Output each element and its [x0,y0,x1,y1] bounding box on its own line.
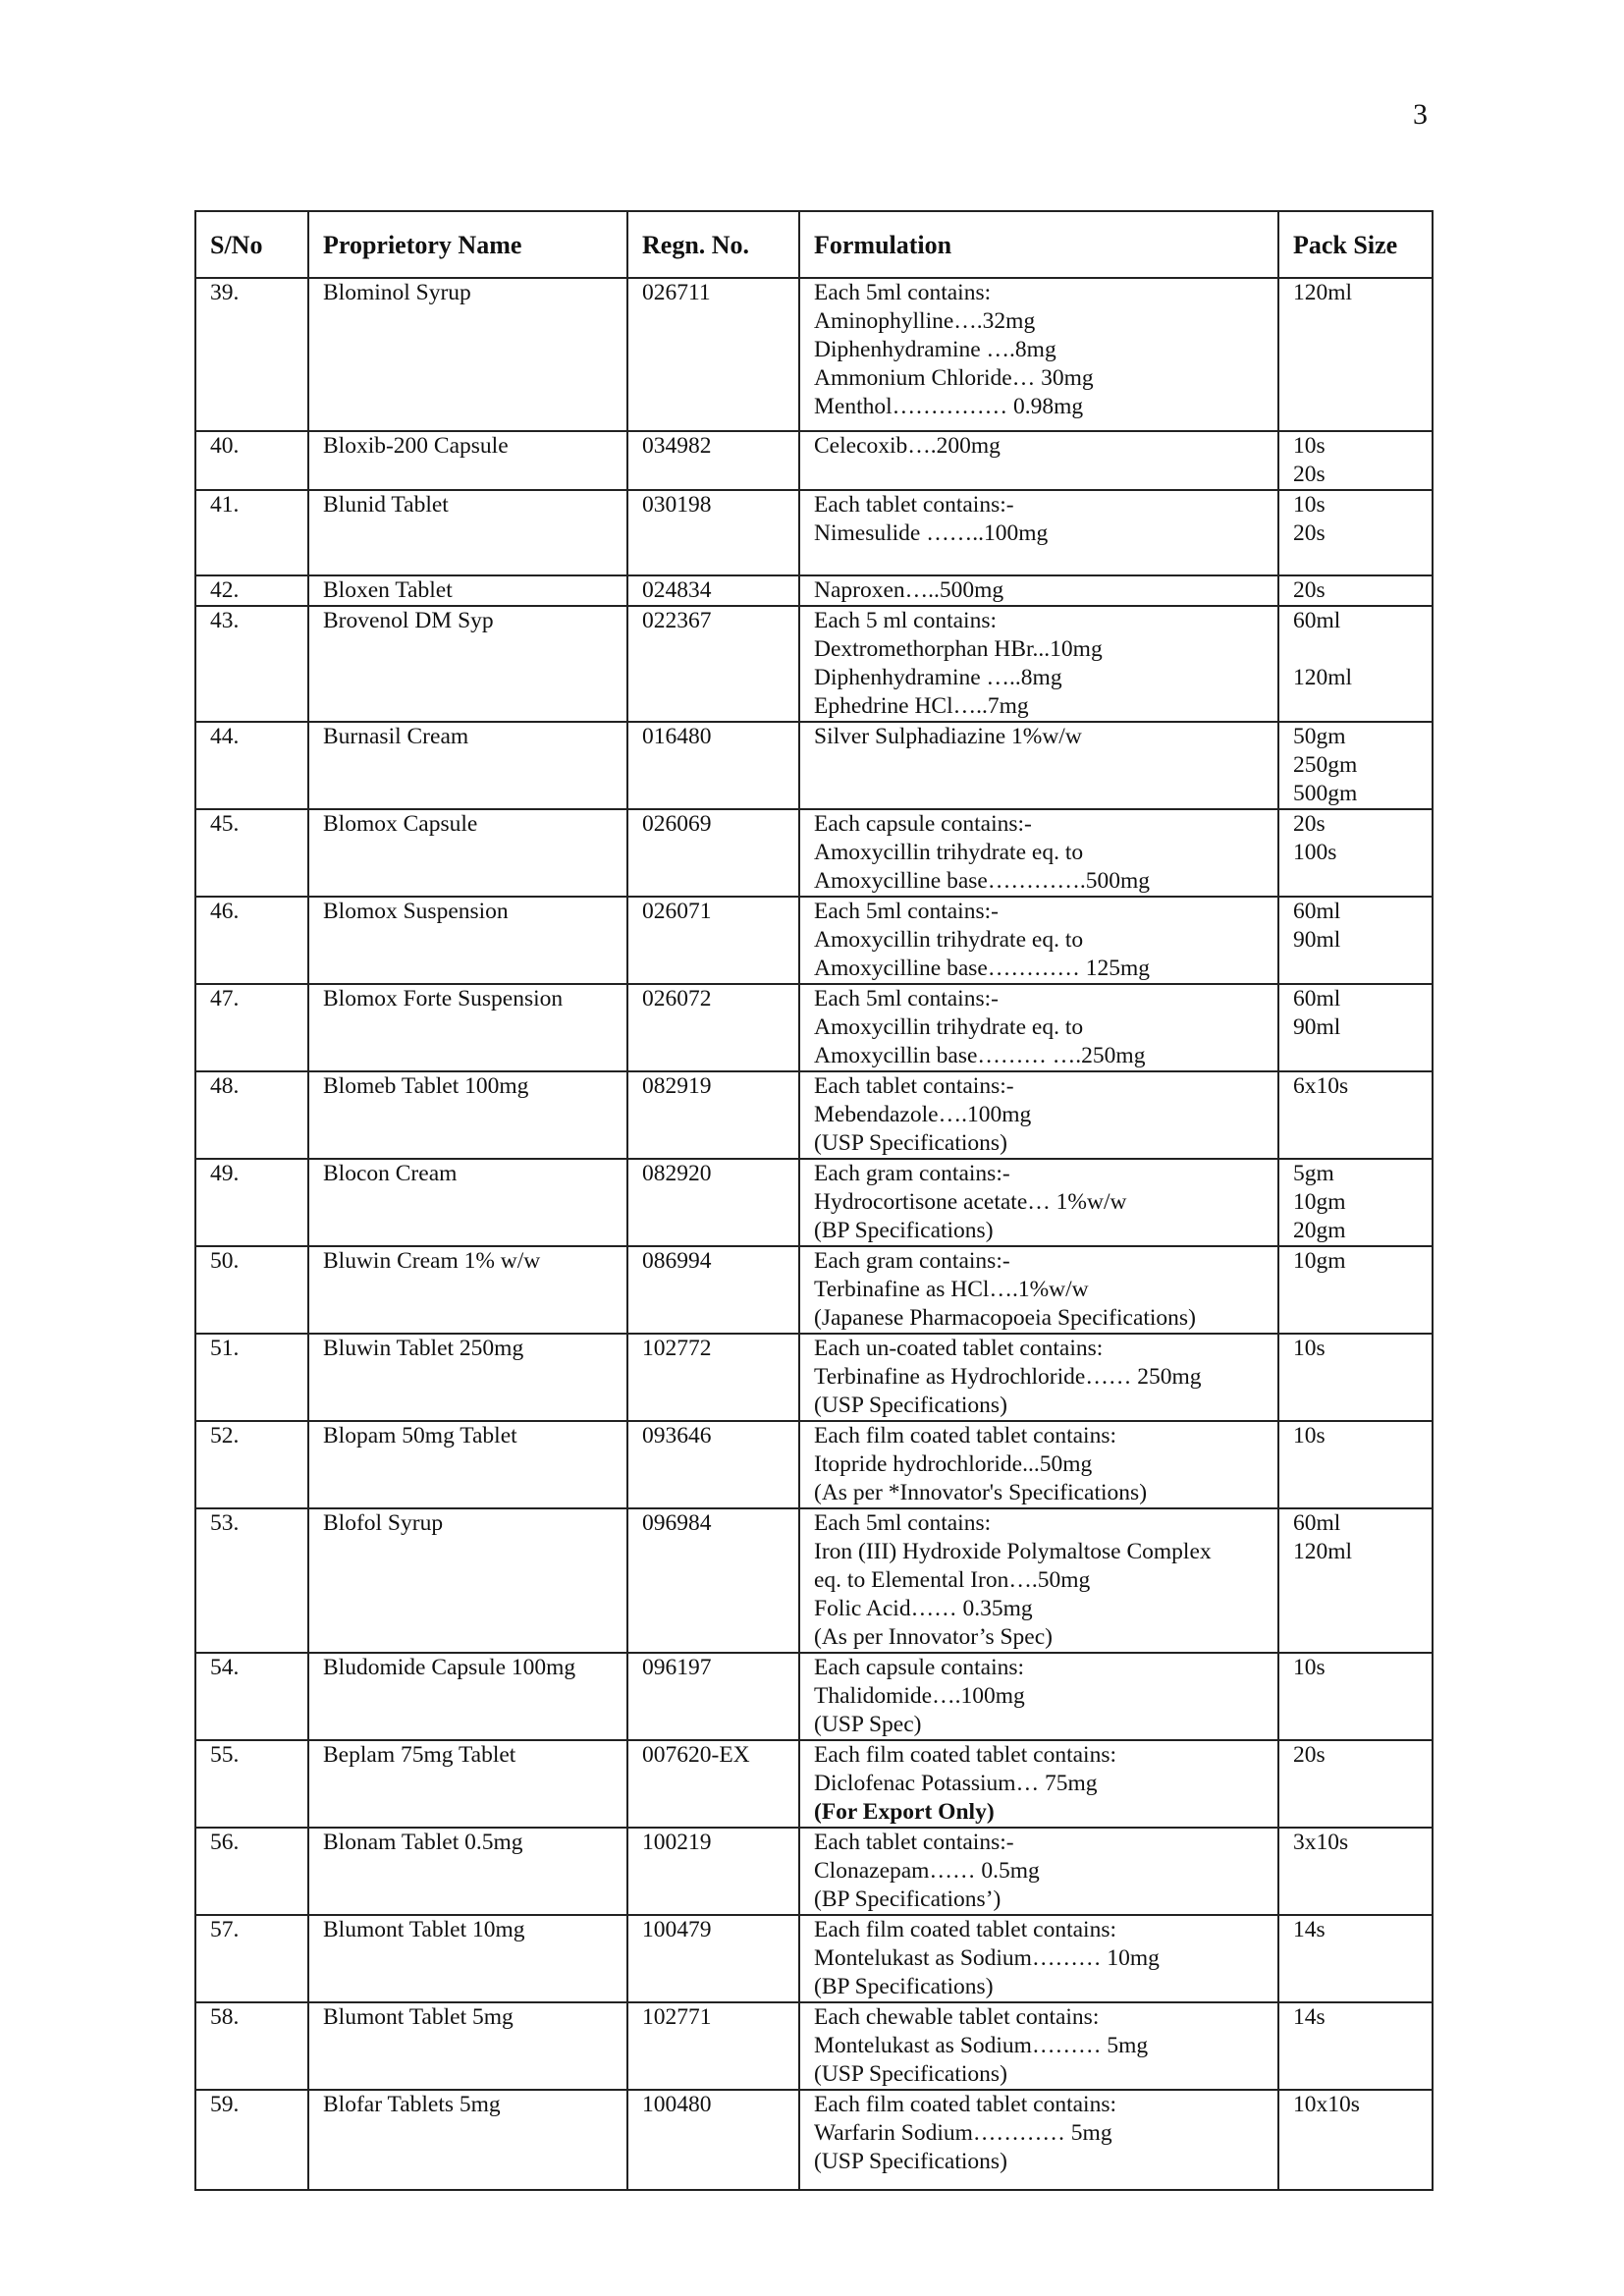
sno-cell: 51. [195,1334,308,1421]
pack-size-line: 100s [1293,840,1337,865]
table-row [195,984,1433,1071]
sno-cell: 57. [195,1915,308,2002]
formulation-line: Amoxycillin trihydrate eq. to [814,840,1084,865]
proprietory-name-cell: Blopam 50mg Tablet [308,1421,627,1508]
pack-size-line: 60ml [1293,899,1341,924]
formulation-cell [799,1246,1278,1334]
formulation-line: (BP Specifications) [814,1218,994,1243]
pack-size-cell [1278,490,1433,575]
pack-size-cell [1278,1334,1433,1421]
sno-cell: 45. [195,809,308,897]
pack-size-line: 60ml [1293,1510,1341,1536]
pack-size-cell [1278,897,1433,984]
table-row [195,431,1433,490]
pack-size-line: 10s [1293,1423,1326,1449]
formulation-line: Mebendazole….100mg [814,1102,1032,1127]
formulation-line: (As per Innovator’s Spec) [814,1624,1053,1650]
pack-size-cell [1278,1071,1433,1159]
sno-cell: 54. [195,1653,308,1740]
formulation-cell [799,2002,1278,2090]
page-number: 3 [1413,98,1428,131]
pack-size-line: 50gm [1293,724,1346,749]
formulation-line: Celecoxib….200mg [814,433,1001,459]
sno-cell: 41. [195,490,308,575]
formulation-line: Each tablet contains:- [814,1830,1014,1855]
table-row [195,575,1433,606]
table-row [195,278,1433,431]
regn-no-cell: 016480 [627,722,799,809]
sno-cell: 53. [195,1508,308,1653]
table-row [195,2002,1433,2090]
formulation-line: Each film coated tablet contains: [814,2092,1116,2117]
formulation-cell [799,606,1278,722]
pack-size-line: 10gm [1293,1189,1346,1215]
sno-cell: 42. [195,575,308,606]
formulation-cell [799,897,1278,984]
regn-no-cell: 086994 [627,1246,799,1334]
header-regn-no: Regn. No. [627,211,799,278]
pack-size-line: 6x10s [1293,1073,1349,1099]
formulation-line: Each 5ml contains:- [814,899,999,924]
pack-size-cell [1278,1246,1433,1334]
formulation-line: Each film coated tablet contains: [814,1423,1116,1449]
table-body [195,278,1433,2190]
pack-size-line: 60ml [1293,608,1341,633]
pack-size-cell [1278,575,1433,606]
table-row [195,1653,1433,1740]
formulation-line: Montelukast as Sodium……… 10mg [814,1945,1160,1971]
pack-size-cell [1278,722,1433,809]
regn-no-cell: 034982 [627,431,799,490]
pack-size-cell [1278,1508,1433,1653]
formulation-line: Clonazepam…… 0.5mg [814,1858,1040,1884]
sno-cell: 39. [195,278,308,431]
formulation-line: Dextromethorphan HBr...10mg [814,636,1103,662]
pack-size-line: 10s [1293,492,1326,518]
pack-size-line: 5gm [1293,1161,1334,1186]
formulation-line: Silver Sulphadiazine 1%w/w [814,724,1082,749]
formulation-line: Hydrocortisone acetate… 1%w/w [814,1189,1127,1215]
pack-size-line [1293,635,1418,664]
formulation-line: Terbinafine as Hydrochloride…… 250mg [814,1364,1202,1390]
pack-size-cell [1278,431,1433,490]
pack-size-cell [1278,1740,1433,1828]
formulation-cell [799,984,1278,1071]
pack-size-line: 20s [1293,811,1326,837]
regn-no-cell: 102771 [627,2002,799,2090]
formulation-cell [799,2090,1278,2190]
proprietory-name-cell: Blofar Tablets 5mg [308,2090,627,2190]
pack-size-cell [1278,606,1433,722]
pack-size-line: 120ml [1293,280,1353,305]
table-row [195,897,1433,984]
formulation-line: Diphenhydramine …..8mg [814,665,1062,690]
formulation-cell [799,278,1278,431]
formulation-line: Aminophylline….32mg [814,308,1036,334]
formulation-cell [799,1828,1278,1915]
formulation-line: Amoxycillin base……… ….250mg [814,1043,1146,1068]
regn-no-cell: 026069 [627,809,799,897]
table-row [195,606,1433,722]
pack-size-line: 20s [1293,577,1326,603]
regn-no-cell: 030198 [627,490,799,575]
pack-size-line: 120ml [1293,1539,1353,1564]
formulation-line: Amoxycillin trihydrate eq. to [814,927,1084,953]
regn-no-cell: 007620-EX [627,1740,799,1828]
pack-size-cell [1278,278,1433,431]
formulation-line: Each tablet contains:- [814,492,1014,518]
regn-no-cell: 026711 [627,278,799,431]
formulation-cell [799,1071,1278,1159]
formulation-line: Amoxycilline base………….500mg [814,868,1151,894]
formulation-cell [799,1159,1278,1246]
proprietory-name-cell: Blumont Tablet 5mg [308,2002,627,2090]
header-formulation: Formulation [799,211,1278,278]
table-row [195,809,1433,897]
formulation-line: Menthol…………… 0.98mg [814,394,1084,419]
proprietory-name-cell: Blonam Tablet 0.5mg [308,1828,627,1915]
header-proprietory-name: Proprietory Name [308,211,627,278]
proprietory-name-cell: Blocon Cream [308,1159,627,1246]
pack-size-line: 20s [1293,520,1326,546]
proprietory-name-cell: Bluwin Tablet 250mg [308,1334,627,1421]
formulation-line: Warfarin Sodium………… 5mg [814,2120,1112,2146]
pack-size-cell [1278,2090,1433,2190]
table-row [195,1159,1433,1246]
table-row [195,1421,1433,1508]
sno-cell: 55. [195,1740,308,1828]
formulation-line: Naproxen…..500mg [814,577,1004,603]
drug-registration-table [194,210,1434,2191]
pack-size-line: 3x10s [1293,1830,1349,1855]
pack-size-cell [1278,984,1433,1071]
pack-size-line: 14s [1293,1917,1326,1942]
pack-size-line: 14s [1293,2004,1326,2030]
formulation-cell [799,575,1278,606]
header-pack-size: Pack Size [1278,211,1433,278]
pack-size-cell [1278,2002,1433,2090]
pack-size-line: 120ml [1293,665,1353,690]
table-header [195,211,1433,278]
formulation-line: Diclofenac Potassium… 75mg [814,1771,1098,1796]
sno-cell: 52. [195,1421,308,1508]
formulation-line: (Japanese Pharmacopoeia Specifications) [814,1305,1196,1331]
pack-size-cell [1278,1828,1433,1915]
pack-size-cell [1278,1915,1433,2002]
formulation-line: Diphenhydramine ….8mg [814,337,1056,362]
pack-size-line: 10gm [1293,1248,1346,1274]
header-sno: S/No [195,211,308,278]
pack-size-line: 20s [1293,1742,1326,1768]
regn-no-cell: 100480 [627,2090,799,2190]
formulation-line: (BP Specifications) [814,1974,994,1999]
sno-cell: 49. [195,1159,308,1246]
formulation-line: Itopride hydrochloride...50mg [814,1451,1093,1477]
sno-cell: 50. [195,1246,308,1334]
table-row [195,1071,1433,1159]
proprietory-name-cell: Blominol Syrup [308,278,627,431]
formulation-line: Nimesulide ……..100mg [814,520,1049,546]
sno-cell: 46. [195,897,308,984]
proprietory-name-cell: Blomox Forte Suspension [308,984,627,1071]
formulation-line: (USP Specifications) [814,1393,1007,1418]
formulation-cell [799,1915,1278,2002]
regn-no-cell: 024834 [627,575,799,606]
formulation-cell [799,1334,1278,1421]
regn-no-cell: 026071 [627,897,799,984]
table-row [195,1915,1433,2002]
formulation-line: Terbinafine as HCl….1%w/w [814,1277,1089,1302]
regn-no-cell: 022367 [627,606,799,722]
formulation-line: Each 5 ml contains: [814,608,997,633]
formulation-line: Each film coated tablet contains: [814,1917,1116,1942]
header-row [195,211,1433,278]
proprietory-name-cell: Bludomide Capsule 100mg [308,1653,627,1740]
pack-size-line: 10s [1293,1336,1326,1361]
sno-cell: 40. [195,431,308,490]
pack-size-cell [1278,809,1433,897]
proprietory-name-cell: Blunid Tablet [308,490,627,575]
formulation-line: Each film coated tablet contains: [814,1742,1116,1768]
formulation-line: Each 5ml contains: [814,280,992,305]
sno-cell: 48. [195,1071,308,1159]
table-row [195,1828,1433,1915]
proprietory-name-cell: Blofol Syrup [308,1508,627,1653]
proprietory-name-cell: Blomeb Tablet 100mg [308,1071,627,1159]
formulation-line: Each un-coated tablet contains: [814,1336,1104,1361]
regn-no-cell: 026072 [627,984,799,1071]
pack-size-line: 10s [1293,1655,1326,1680]
regn-no-cell: 100219 [627,1828,799,1915]
regn-no-cell: 102772 [627,1334,799,1421]
formulation-line: Folic Acid…… 0.35mg [814,1596,1033,1621]
formulation-cell [799,431,1278,490]
pack-size-line: 10x10s [1293,2092,1360,2117]
formulation-line: Each tablet contains:- [814,1073,1014,1099]
sno-cell: 58. [195,2002,308,2090]
formulation-line: Each gram contains:- [814,1248,1010,1274]
formulation-line: Montelukast as Sodium……… 5mg [814,2033,1149,2058]
formulation-line: eq. to Elemental Iron….50mg [814,1567,1091,1593]
proprietory-name-cell: Bluwin Cream 1% w/w [308,1246,627,1334]
regn-no-cell: 082919 [627,1071,799,1159]
formulation-line: Ephedrine HCl…..7mg [814,693,1029,719]
sno-cell: 59. [195,2090,308,2190]
pack-size-cell [1278,1159,1433,1246]
pack-size-line: 90ml [1293,927,1341,953]
formulation-line: Each 5ml contains: [814,1510,992,1536]
sno-cell: 44. [195,722,308,809]
formulation-cell [799,1421,1278,1508]
table-row [195,722,1433,809]
formulation-cell [799,1508,1278,1653]
formulation-cell [799,809,1278,897]
sno-cell: 56. [195,1828,308,1915]
formulation-line: Thalidomide….100mg [814,1683,1025,1709]
formulation-line: (BP Specifications’) [814,1886,1001,1912]
formulation-line: (USP Specifications) [814,2149,1007,2174]
formulation-cell [799,1740,1278,1828]
table-row [195,1740,1433,1828]
pack-size-line: 60ml [1293,986,1341,1011]
pack-size-cell [1278,1653,1433,1740]
pack-size-line: 20s [1293,462,1326,487]
formulation-cell [799,1653,1278,1740]
pack-size-cell [1278,1421,1433,1508]
pack-size-line: 500gm [1293,781,1358,806]
formulation-line: (USP Specifications) [814,1130,1007,1156]
pack-size-line: 20gm [1293,1218,1346,1243]
proprietory-name-cell: Burnasil Cream [308,722,627,809]
formulation-line: Ammonium Chloride… 30mg [814,365,1094,391]
formulation-cell [799,722,1278,809]
formulation-line: (USP Specifications) [814,2061,1007,2087]
pack-size-line: 10s [1293,433,1326,459]
formulation-line: Each gram contains:- [814,1161,1010,1186]
pack-size-line: 250gm [1293,752,1358,778]
proprietory-name-cell: Bloxib-200 Capsule [308,431,627,490]
formulation-line: (For Export Only) [814,1799,995,1825]
proprietory-name-cell: Beplam 75mg Tablet [308,1740,627,1828]
formulation-line: Each capsule contains: [814,1655,1025,1680]
pack-size-line: 90ml [1293,1014,1341,1040]
table-row [195,2090,1433,2190]
table-row [195,1508,1433,1653]
regn-no-cell: 100479 [627,1915,799,2002]
proprietory-name-cell: Brovenol DM Syp [308,606,627,722]
sno-cell: 43. [195,606,308,722]
formulation-line: Amoxycillin trihydrate eq. to [814,1014,1084,1040]
formulation-cell [799,490,1278,575]
formulation-line: Each 5ml contains:- [814,986,999,1011]
formulation-line: (USP Spec) [814,1712,922,1737]
table-row [195,1246,1433,1334]
proprietory-name-cell: Blomox Suspension [308,897,627,984]
table-row [195,1334,1433,1421]
proprietory-name-cell: Blumont Tablet 10mg [308,1915,627,2002]
regn-no-cell: 096197 [627,1653,799,1740]
sno-cell: 47. [195,984,308,1071]
proprietory-name-cell: Blomox Capsule [308,809,627,897]
formulation-line: Each chewable tablet contains: [814,2004,1100,2030]
formulation-line: (As per *Innovator's Specifications) [814,1480,1148,1505]
regn-no-cell: 093646 [627,1421,799,1508]
formulation-line: Each capsule contains:- [814,811,1032,837]
formulation-line: Amoxycilline base………… 125mg [814,956,1151,981]
regn-no-cell: 082920 [627,1159,799,1246]
formulation-line: Iron (III) Hydroxide Polymaltose Complex [814,1539,1212,1564]
proprietory-name-cell: Bloxen Tablet [308,575,627,606]
table-row [195,490,1433,575]
regn-no-cell: 096984 [627,1508,799,1653]
